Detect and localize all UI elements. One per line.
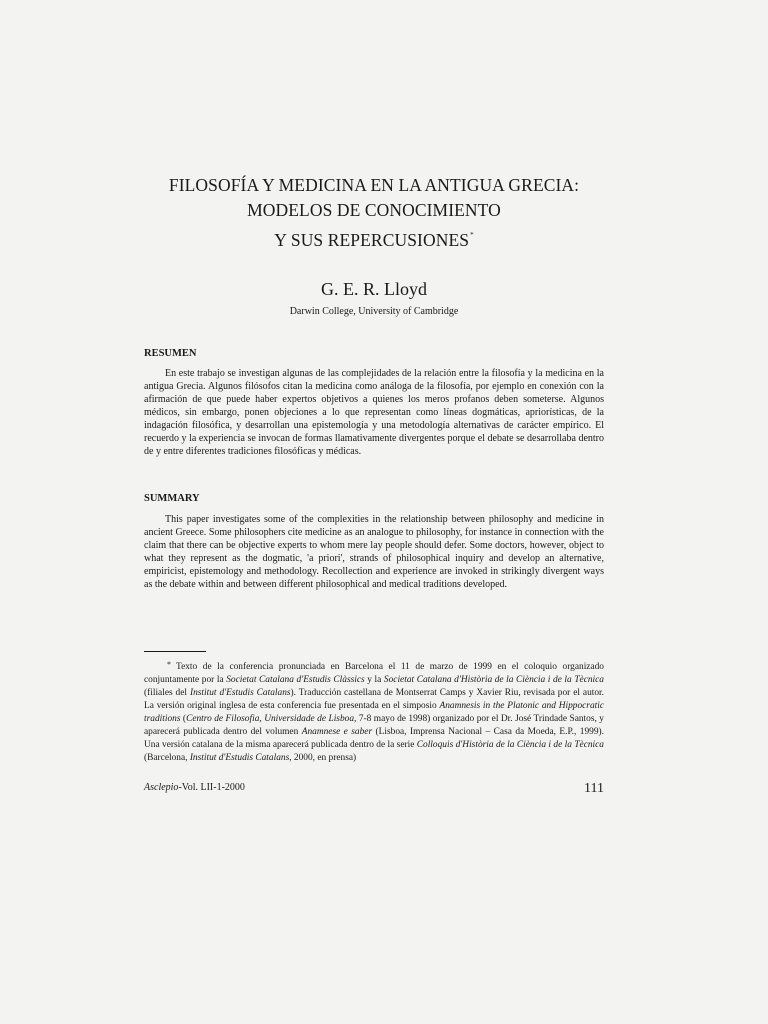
- summary-paragraph: This paper investigates some of the complexities in the relationship between philosophy and medicine in ancient Greece. Some philosophers cite medicine as an analogue to philosophy, for instance in connection with the claim that there can be objective experts to whom mere lay people should defer. Some doctors, however, object to what they represent as the dogmatic, 'a priori', strands of philosophical inquiry and develop an alternative, empiricist, epistemology and methodology. Recollection and experience are invoked in strikingly divergent ways as the debate within and between different philosophical and medical traditions developed.: [144, 514, 604, 591]
- resumen-paragraph: En este trabajo se investigan algunas de las complejidades de la relación entre la filosofía y la medicina en la antigua Grecia. Algunos filósofos citan la medicina como análoga de la filosofía, por ejemplo en conexión con la afirmación de que puede haber expertos objetivos a quienes los meros profanos deben someterse. Algunos médicos, sin embargo, ponen objeciones a lo que representan como líneas dogmáticas, apriorísticas, de la indagación filosófica, y desarrollan una epistemología y una metodología alternativas de carácter empírico. El recuerdo y la experiencia se invocan de formas llamativamente divergentes porque el debate se desarrollaba dentro de y entre diferentes tradiciones filosóficas y médicas.: [144, 368, 604, 458]
- footnote: [144, 658, 604, 765]
- footnote-italic-2: Societat Catalana d'Història de la Ciència i de la Tècnica: [383, 675, 604, 686]
- footnote-text-6: , 7-8 mayo de 1998) organizado por el Dr. José Trindade Santos, y aparecerá publicada dentro del volumen: [144, 714, 604, 738]
- title-line-3: [144, 223, 604, 253]
- journal-name: Asclepio: [144, 782, 179, 793]
- title-line-2: MODELOS DE CONOCIMIENTO: [247, 200, 501, 220]
- footnote-text-3: (filiales del: [144, 688, 190, 699]
- journal-volume: -Vol. LII-1-2000: [178, 782, 245, 793]
- footnote-italic-7: Colloquis d'Història de la Ciència i de la Tècnica: [416, 740, 604, 751]
- author-name: G. E. R. Lloyd: [321, 279, 427, 299]
- resumen-heading: RESUMEN: [144, 348, 197, 359]
- author-affiliation: Darwin College, University of Cambridge: [289, 306, 459, 317]
- journal-citation: [144, 781, 245, 795]
- title-line-3-text: Y SUS REPERCUSIONES: [274, 230, 470, 250]
- footnote-text-7: (Lisboa, Imprensa Nacional – Casa da Moeda, E.P., 1999). Una versión catalana de la misma aparecerá publicada dentro de la serie: [144, 727, 604, 751]
- footnote-italic-4: Anamnesis in the Platonic and Hippocratic traditions: [144, 701, 605, 725]
- footnote-italic-6: Anamnese e saber: [301, 727, 373, 738]
- footnote-text-4: ). Traducción castellana de Montserrat Camps y Xavier Riu, revisada por el autor. La versión original inglesa de esta conferencia fue presentada en el simposio: [144, 688, 604, 712]
- footnote-text-8: (Barcelona,: [144, 753, 190, 764]
- footnote-text-9: , 2000, en prensa): [289, 753, 357, 764]
- footnote-text-5: (: [180, 714, 187, 725]
- footnote-italic-8: Institut d'Estudis Catalans: [189, 753, 290, 764]
- footnote-text-1: Texto de la conferencia pronunciada en Barcelona el 11 de marzo de 1999 en el coloquio organizado conjuntamente por la: [144, 662, 604, 686]
- footnote-text-2: y la: [364, 675, 384, 686]
- title-footnote-marker[interactable]: *: [470, 231, 474, 239]
- page-number: 111: [584, 781, 604, 796]
- footnote-separator: [144, 651, 206, 652]
- footnote-marker: *: [167, 660, 171, 669]
- footnote-italic-5: Centro de Filosofia, Universidade de Lisboa: [186, 714, 355, 725]
- title-line-1: FILOSOFÍA Y MEDICINA EN LA ANTIGUA GRECIA:: [168, 175, 580, 195]
- footnote-italic-3: Institut d'Estudis Catalans: [189, 688, 291, 699]
- footnote-italic-1: Societat Catalana d'Estudis Clàssics: [226, 675, 365, 686]
- summary-heading: SUMMARY: [144, 493, 200, 504]
- article-title: [144, 173, 604, 253]
